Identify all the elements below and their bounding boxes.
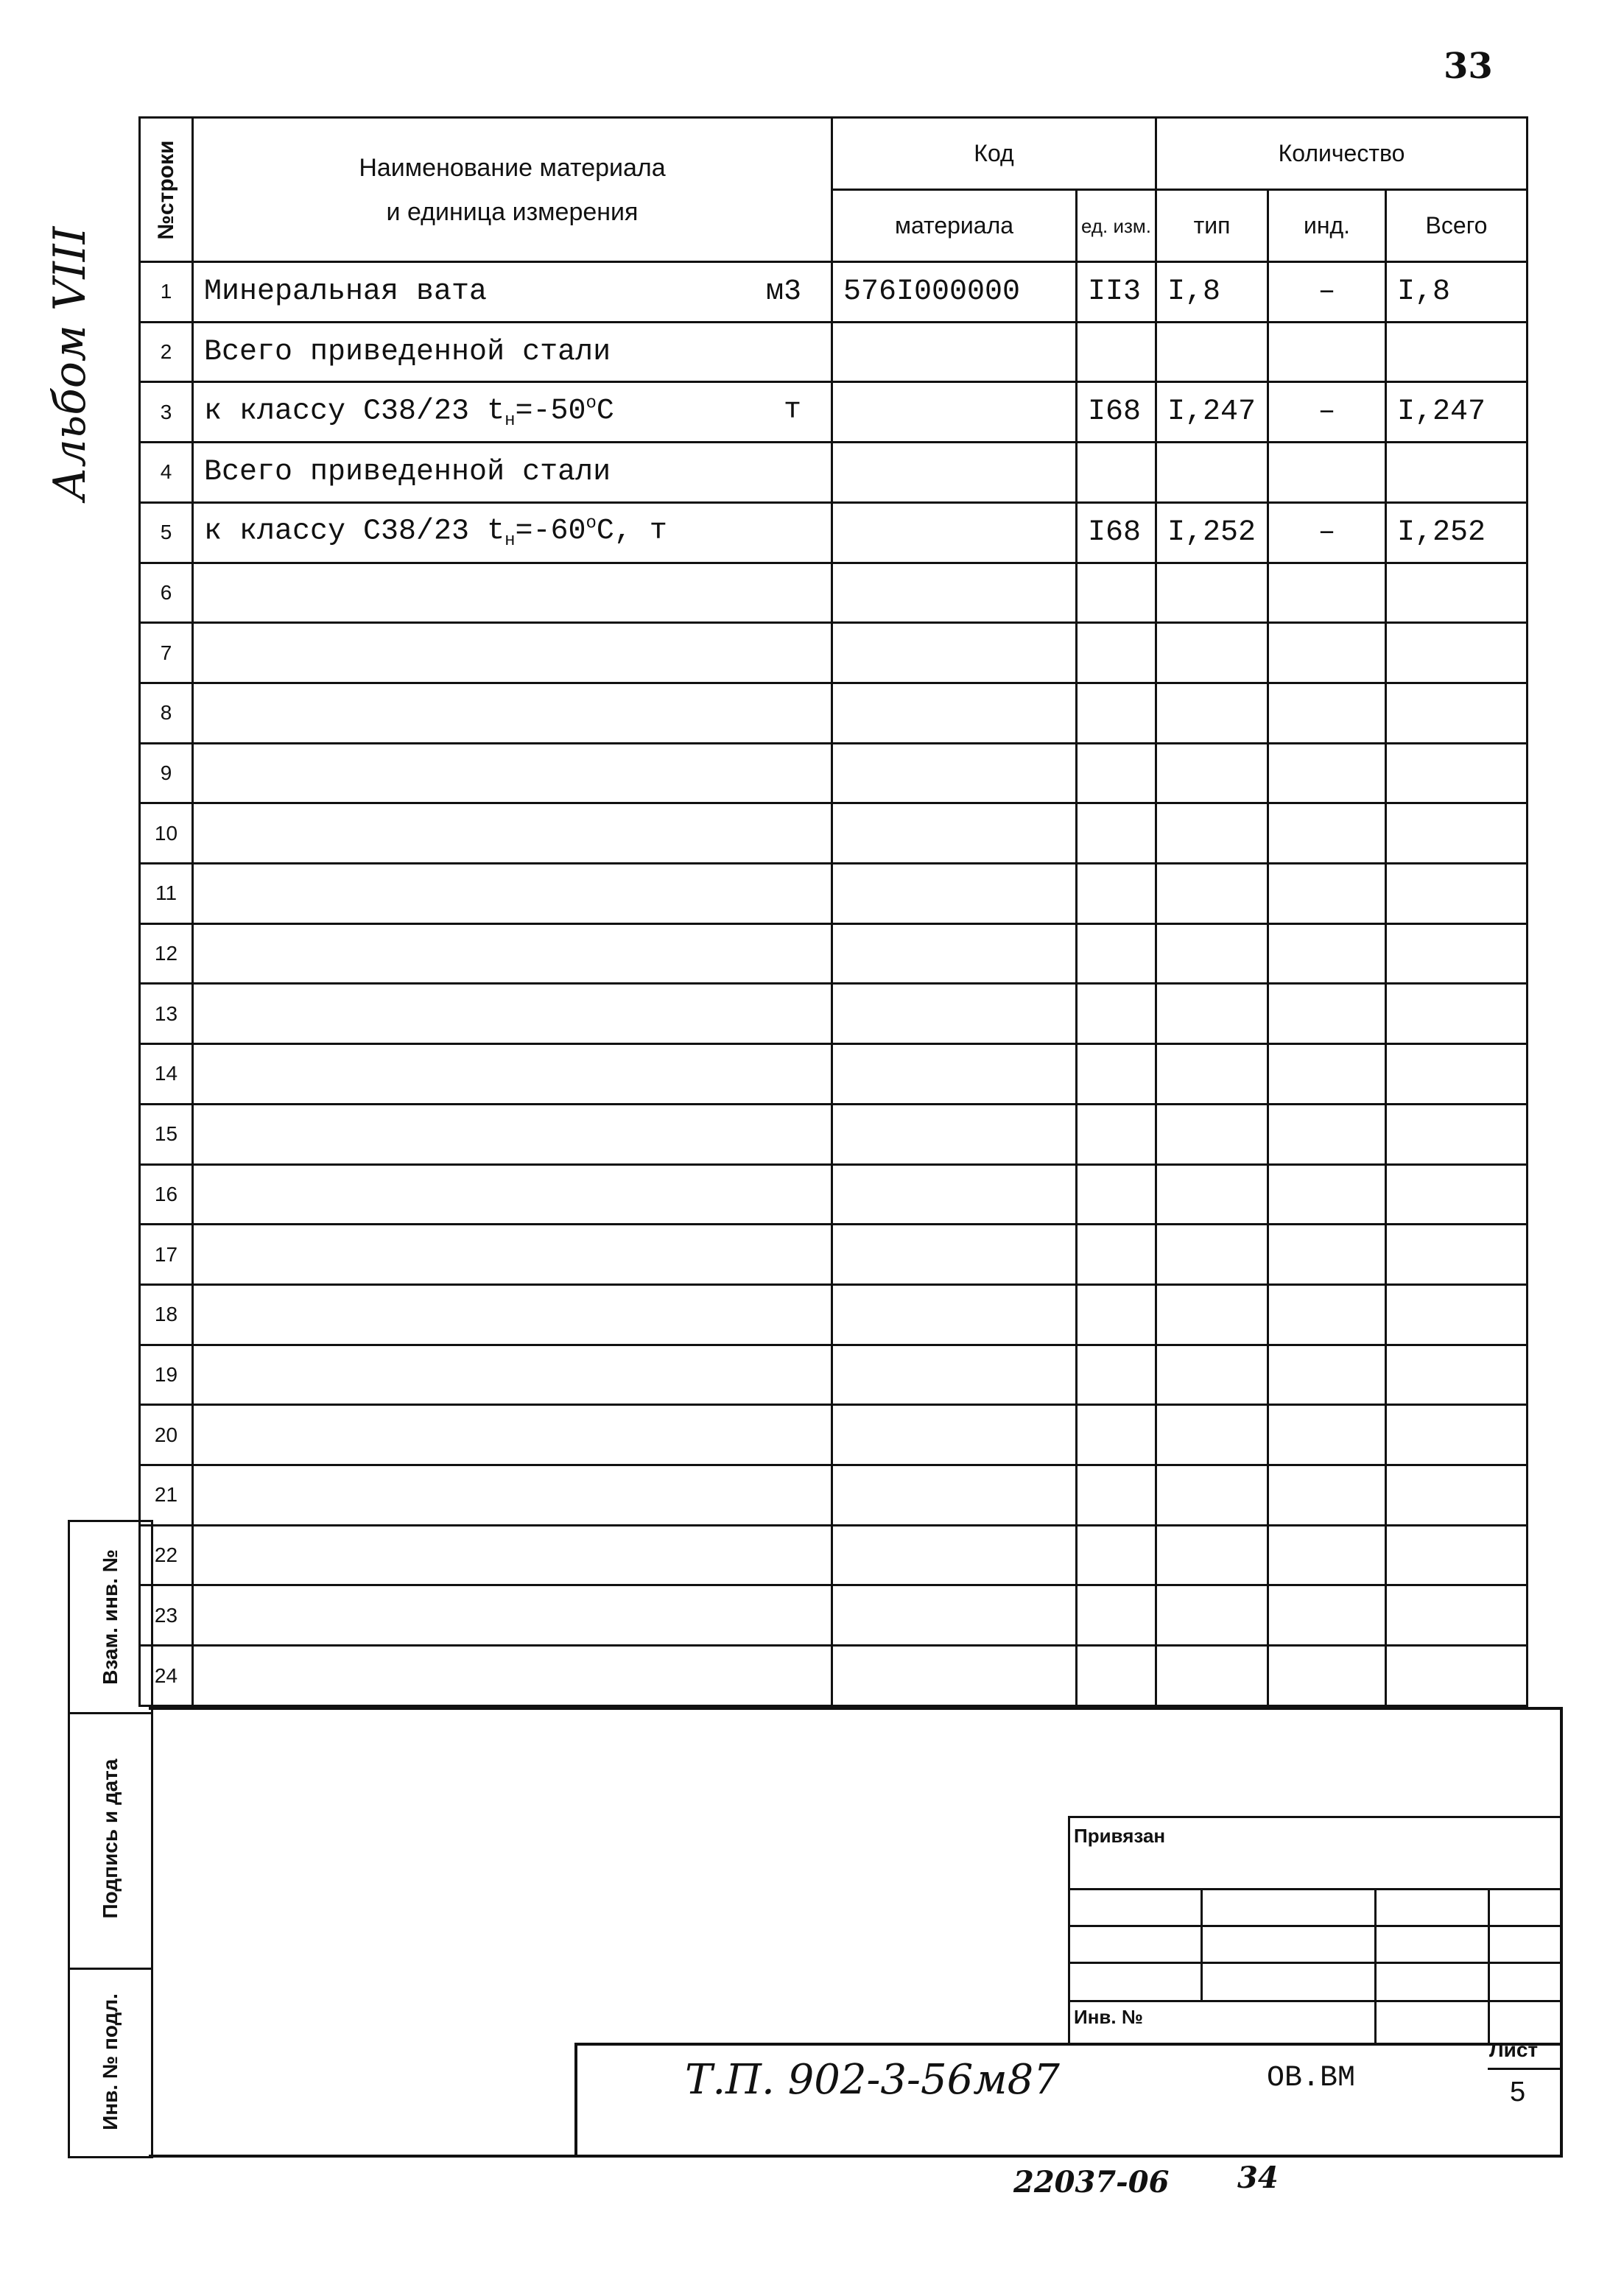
row-qty-total <box>1386 1044 1528 1105</box>
row-name: Минеральная вата м3 <box>193 262 832 323</box>
specification-table <box>138 116 1528 1707</box>
row-number: 1 <box>140 262 193 323</box>
header-total: Всего <box>1386 190 1528 262</box>
row-qty-total <box>1386 1646 1528 1706</box>
row-unit-code: I68 <box>1077 502 1156 563</box>
row-qty-ind <box>1268 864 1386 924</box>
row-name <box>193 623 832 683</box>
row-qty-type: I,252 <box>1156 502 1268 563</box>
row-qty-type <box>1156 1345 1268 1405</box>
row-unit-code <box>1077 1585 1156 1646</box>
row-material-code <box>832 1345 1077 1405</box>
linked-col-line-1 <box>1201 1888 1203 2000</box>
table-row <box>140 1284 1528 1345</box>
row-qty-ind <box>1268 322 1386 382</box>
row-name: Всего приведенной стали <box>193 322 832 382</box>
row-unit-code <box>1077 322 1156 382</box>
row-qty-total <box>1386 1164 1528 1225</box>
row-unit-code <box>1077 563 1156 623</box>
row-unit-code <box>1077 1225 1156 1285</box>
row-number: 7 <box>140 623 193 683</box>
linked-label: Привязан <box>1074 1825 1166 1847</box>
row-unit-code: I68 <box>1077 382 1156 443</box>
row-name <box>193 1225 832 1285</box>
row-qty-type <box>1156 1405 1268 1465</box>
row-qty-ind <box>1268 1345 1386 1405</box>
sheet-label: Лист <box>1489 2038 1539 2061</box>
row-number: 20 <box>140 1405 193 1465</box>
row-qty-ind <box>1268 563 1386 623</box>
row-name <box>193 1044 832 1105</box>
row-number: 6 <box>140 563 193 623</box>
row-qty-total <box>1386 803 1528 864</box>
temperature-value: $t_н=-50^oC$ <box>487 393 614 431</box>
row-qty-ind <box>1268 1465 1386 1526</box>
row-qty-total <box>1386 923 1528 984</box>
document-code: Т.П. 902-3-56м87 <box>685 2056 1060 2104</box>
row-qty-total: I,8 <box>1386 262 1528 323</box>
table-row <box>140 803 1528 864</box>
row-name <box>193 1585 832 1646</box>
table-row <box>140 1405 1528 1465</box>
row-unit-code <box>1077 1044 1156 1105</box>
row-unit-code: II3 <box>1077 262 1156 323</box>
row-qty-ind: – <box>1268 262 1386 323</box>
table-row <box>140 1044 1528 1105</box>
row-qty-type <box>1156 1225 1268 1285</box>
row-qty-ind <box>1268 743 1386 803</box>
row-qty-type <box>1156 1284 1268 1345</box>
row-number: 3 <box>140 382 193 443</box>
row-material-code <box>832 1646 1077 1706</box>
row-name: Всего приведенной стали <box>193 443 832 503</box>
row-material-code <box>832 864 1077 924</box>
row-qty-total <box>1386 1585 1528 1646</box>
row-number: 8 <box>140 683 193 743</box>
table-row <box>140 1525 1528 1585</box>
row-qty-type <box>1156 1044 1268 1105</box>
row-material-code <box>832 382 1077 443</box>
row-unit-code <box>1077 1646 1156 1706</box>
row-unit-code <box>1077 923 1156 984</box>
row-qty-total: I,252 <box>1386 502 1528 563</box>
row-qty-total <box>1386 864 1528 924</box>
row-number: 18 <box>140 1284 193 1345</box>
row-number: 13 <box>140 984 193 1044</box>
row-qty-type <box>1156 1465 1268 1526</box>
row-qty-total <box>1386 563 1528 623</box>
frame-right-line <box>1560 1707 1563 2158</box>
row-qty-total <box>1386 743 1528 803</box>
row-qty-total <box>1386 623 1528 683</box>
row-material-code <box>832 322 1077 382</box>
margin-sign-date-box <box>68 1710 153 1970</box>
row-unit-code <box>1077 443 1156 503</box>
row-material-code <box>832 443 1077 503</box>
row-qty-ind <box>1268 1585 1386 1646</box>
row-unit-code <box>1077 683 1156 743</box>
row-qty-total <box>1386 1405 1528 1465</box>
row-qty-total <box>1386 683 1528 743</box>
row-qty-total <box>1386 1284 1528 1345</box>
row-name <box>193 984 832 1044</box>
row-qty-type: I,8 <box>1156 262 1268 323</box>
row-unit-code <box>1077 623 1156 683</box>
row-material-code <box>832 1104 1077 1164</box>
row-name <box>193 743 832 803</box>
row-material-code <box>832 1585 1077 1646</box>
document-mark: ОВ.ВМ <box>1267 2062 1356 2095</box>
row-qty-type <box>1156 1104 1268 1164</box>
row-qty-type <box>1156 1646 1268 1706</box>
row-unit-code <box>1077 1465 1156 1526</box>
row-number: 9 <box>140 743 193 803</box>
row-qty-ind <box>1268 1104 1386 1164</box>
row-material-code <box>832 1284 1077 1345</box>
row-name <box>193 1104 832 1164</box>
linked-col-line-2 <box>1374 1888 1377 2044</box>
row-qty-ind <box>1268 1164 1386 1225</box>
header-type: тип <box>1156 190 1268 262</box>
sheet-value: 5 <box>1510 2077 1526 2107</box>
row-material-code <box>832 563 1077 623</box>
table-row <box>140 443 1528 503</box>
row-number: 14 <box>140 1044 193 1105</box>
frame-line <box>149 1707 1563 1710</box>
archive-number: 22037-06 <box>1013 2165 1170 2200</box>
page-number: 33 <box>1444 46 1493 87</box>
sheet-line <box>1488 2068 1563 2070</box>
row-material-code <box>832 803 1077 864</box>
table-row <box>140 1465 1528 1526</box>
row-qty-total <box>1386 322 1528 382</box>
inv-label: Инв. № <box>1074 2006 1143 2028</box>
row-name <box>193 683 832 743</box>
row-number: 21 <box>140 1465 193 1526</box>
row-qty-type <box>1156 923 1268 984</box>
row-qty-total <box>1386 1465 1528 1526</box>
row-material-code <box>832 502 1077 563</box>
row-qty-ind <box>1268 1405 1386 1465</box>
table-row <box>140 864 1528 924</box>
row-material-code <box>832 923 1077 984</box>
table-row <box>140 1104 1528 1164</box>
title-left-line <box>574 2043 577 2158</box>
row-material-code <box>832 623 1077 683</box>
row-qty-total <box>1386 1345 1528 1405</box>
table-row <box>140 743 1528 803</box>
row-qty-type <box>1156 803 1268 864</box>
row-unit-code <box>1077 1284 1156 1345</box>
row-number: 12 <box>140 923 193 984</box>
margin-replace-inv-box <box>68 1520 153 1714</box>
row-name <box>193 1465 832 1526</box>
table-row <box>140 683 1528 743</box>
row-qty-type <box>1156 1585 1268 1646</box>
frame-bottom-line <box>149 2155 1563 2158</box>
row-qty-type <box>1156 322 1268 382</box>
table-row <box>140 984 1528 1044</box>
row-qty-type: I,247 <box>1156 382 1268 443</box>
row-unit-code <box>1077 984 1156 1044</box>
row-qty-type <box>1156 864 1268 924</box>
row-qty-type <box>1156 443 1268 503</box>
row-number: 19 <box>140 1345 193 1405</box>
row-name: к классу С38/23 $t_н=-60^oC$, т <box>193 502 832 563</box>
row-qty-total <box>1386 1104 1528 1164</box>
row-material-code <box>832 984 1077 1044</box>
row-material-code: 576I000000 <box>832 262 1077 323</box>
margin-inv-orig-box <box>68 1968 153 2158</box>
row-material-code <box>832 1525 1077 1585</box>
row-material-code <box>832 1225 1077 1285</box>
row-qty-ind <box>1268 984 1386 1044</box>
row-qty-ind: – <box>1268 382 1386 443</box>
row-qty-ind <box>1268 1225 1386 1285</box>
row-material-code <box>832 1405 1077 1465</box>
row-qty-ind <box>1268 803 1386 864</box>
row-qty-total <box>1386 443 1528 503</box>
row-qty-total: I,247 <box>1386 382 1528 443</box>
row-number: 16 <box>140 1164 193 1225</box>
row-unit-code <box>1077 1104 1156 1164</box>
linked-col-line-3 <box>1488 1888 1490 2044</box>
table-row <box>140 502 1528 563</box>
header-rownum: №строки <box>140 118 193 262</box>
table-row <box>140 1164 1528 1225</box>
row-material-code <box>832 743 1077 803</box>
row-number: 22 <box>140 1525 193 1585</box>
row-unit-code <box>1077 864 1156 924</box>
row-unit-code <box>1077 743 1156 803</box>
row-material-code <box>832 1465 1077 1526</box>
table-row <box>140 623 1528 683</box>
row-qty-type <box>1156 984 1268 1044</box>
row-unit-text: т <box>783 393 801 427</box>
row-qty-type <box>1156 623 1268 683</box>
row-name <box>193 923 832 984</box>
row-qty-ind <box>1268 1525 1386 1585</box>
table-row <box>140 563 1528 623</box>
row-material-code <box>832 1044 1077 1105</box>
header-unit: ед. изм. <box>1077 190 1156 262</box>
row-name <box>193 1345 832 1405</box>
margin-replace-inv: Взам. инв. № <box>99 1549 122 1685</box>
row-qty-type <box>1156 743 1268 803</box>
row-number: 17 <box>140 1225 193 1285</box>
row-unit-code <box>1077 1345 1156 1405</box>
row-number: 2 <box>140 322 193 382</box>
row-name <box>193 1525 832 1585</box>
margin-sign-date: Подпись и дата <box>99 1758 122 1919</box>
row-qty-ind: – <box>1268 502 1386 563</box>
row-number: 23 <box>140 1585 193 1646</box>
margin-inv-orig: Инв. № подл. <box>99 1993 122 2130</box>
row-number: 4 <box>140 443 193 503</box>
row-number: 15 <box>140 1104 193 1164</box>
row-name <box>193 803 832 864</box>
table-row <box>140 382 1528 443</box>
table-row <box>140 322 1528 382</box>
row-name <box>193 864 832 924</box>
table-row <box>140 1225 1528 1285</box>
row-name <box>193 1284 832 1345</box>
row-qty-ind <box>1268 1284 1386 1345</box>
header-material: материала <box>832 190 1077 262</box>
header-name: Наименование материала и единица измерения <box>193 118 832 262</box>
header-ind: инд. <box>1268 190 1386 262</box>
row-qty-type <box>1156 683 1268 743</box>
row-qty-ind <box>1268 1646 1386 1706</box>
table-row <box>140 923 1528 984</box>
table-row <box>140 1345 1528 1405</box>
row-qty-type <box>1156 563 1268 623</box>
row-name <box>193 1164 832 1225</box>
row-unit-code <box>1077 1525 1156 1585</box>
row-material-code <box>832 683 1077 743</box>
header-code: Код <box>832 118 1156 190</box>
row-qty-total <box>1386 1525 1528 1585</box>
row-qty-ind <box>1268 1044 1386 1105</box>
row-unit-code <box>1077 1164 1156 1225</box>
row-number: 10 <box>140 803 193 864</box>
header-quantity: Количество <box>1156 118 1528 190</box>
row-qty-total <box>1386 1225 1528 1285</box>
temperature-value: $t_н=-60^oC$, т <box>487 514 667 552</box>
row-qty-ind <box>1268 923 1386 984</box>
row-qty-type <box>1156 1164 1268 1225</box>
row-number: 5 <box>140 502 193 563</box>
row-number: 11 <box>140 864 193 924</box>
row-name: к классу С38/23 $t_н=-50^oC$ т <box>193 382 832 443</box>
row-name <box>193 563 832 623</box>
album-label: Альбом VIII <box>44 226 96 501</box>
row-qty-ind <box>1268 443 1386 503</box>
title-top-line <box>574 2043 1563 2046</box>
row-number: 24 <box>140 1646 193 1706</box>
row-qty-ind <box>1268 623 1386 683</box>
linked-left-line <box>1068 1816 1070 2044</box>
copy-number: 34 <box>1237 2161 1279 2195</box>
row-name <box>193 1405 832 1465</box>
table-row <box>140 1646 1528 1706</box>
table-row <box>140 1585 1528 1646</box>
row-qty-total <box>1386 984 1528 1044</box>
row-material-code <box>832 1164 1077 1225</box>
linked-top-line <box>1068 1816 1563 1818</box>
row-qty-type <box>1156 1525 1268 1585</box>
row-unit-text: м3 <box>765 275 801 309</box>
row-unit-code <box>1077 1405 1156 1465</box>
row-name <box>193 1646 832 1706</box>
table-row <box>140 262 1528 323</box>
row-qty-ind <box>1268 683 1386 743</box>
row-unit-code <box>1077 803 1156 864</box>
